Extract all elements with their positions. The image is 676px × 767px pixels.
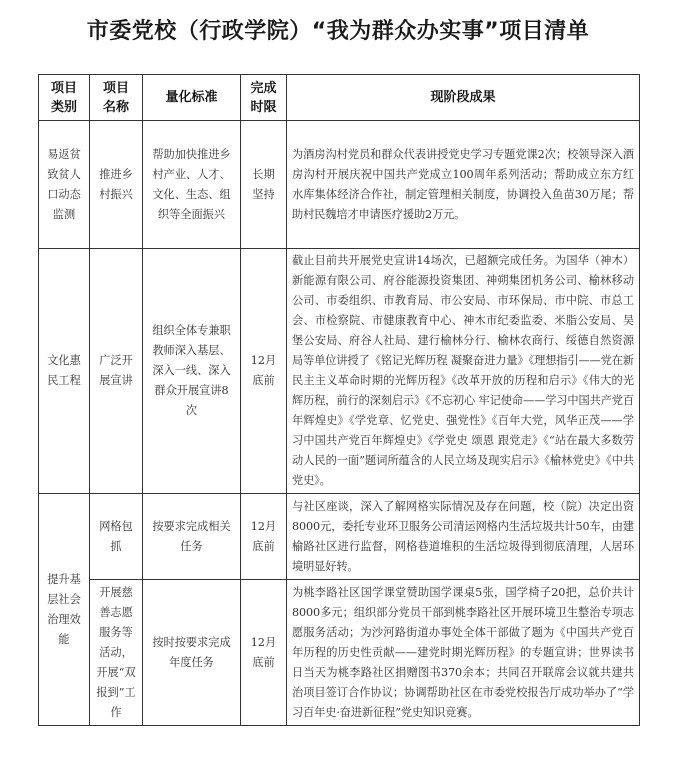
name-cell: 网格包抓 (90, 494, 143, 580)
standard-cell: 按要求完成相关任务 (143, 494, 241, 580)
header-name-line2: 名称 (102, 99, 129, 115)
document-title: 市委党校（行政学院）“我为群众办实事”项目清单 (86, 19, 590, 44)
standard-cell: 组织全体专兼职教师深入基层、深入一线、深入群众开展宣讲8次 (143, 249, 241, 494)
result-cell: 与社区座谈，深入了解网格实际情况及存在问题，校（院）决定出资8000元，委托专业环卫服务公司清运网格内生活垃圾共计50车，由建榆路社区进行监督，网格巷道堆积的生活垃圾得到彻底清理，人居环境明显好转。 (287, 494, 640, 580)
result-cell: 截止目前共开展党史宣讲14场次，已超额完成任务。为国华（神木）新能源有限公司、府谷能源投资集团、神朔集团机务公司、榆林移动公司、市委组织、市教育局、市公安局、市环保局、市中院、市总工会、市检察院、市健康教育中心、神木市纪委监委、米脂公安局、吴堡公安局、府谷人社局、建行榆林分行、榆林农商行、绥德自然资源局等单位讲授了《铭记光辉历程 凝聚奋进力量》《理想指引——党在新民主主义革命时期的光辉历程》《改革开放的历程和启示》《伟大的光辉历程，前行的深刻启示》《不忘初心 牢记使命——学习中国共产党百年辉煌史》《学党章、忆党史、强党性》《百年大党，风华正茂——学习中国共产党百年辉煌史》《学党史 颂恩 跟党走》《“站在最大多数劳动人民的一面”题词所蕴含的人民立场及现实启示》《榆林党史》《中共党史》。 (287, 249, 640, 494)
project-table (38, 74, 640, 726)
header-category (39, 75, 90, 121)
deadline-cell: 长期坚持 (241, 121, 287, 249)
header-deadline-line2: 时限 (250, 99, 277, 115)
table-row (39, 249, 640, 494)
header-deadline-line1: 完成 (250, 80, 277, 96)
table-row (39, 121, 640, 249)
category-cell: 易返贫致贫人口动态监测 (39, 121, 90, 249)
header-deadline (241, 75, 287, 121)
standard-cell: 按时按要求完成年度任务 (143, 580, 241, 726)
header-result: 现阶段成果 (287, 75, 640, 121)
header-category-line2: 类别 (50, 99, 77, 115)
deadline-cell: 12月底前 (241, 580, 287, 726)
header-row (39, 75, 640, 121)
standard-cell: 帮助加快推进乡村产业、人才、文化、生态、组织等全面振兴 (143, 121, 241, 249)
name-cell: 开展慈善志愿服务等活动，开展“双报到”工作 (90, 580, 143, 726)
category-cell: 提升基层社会治理效能 (39, 494, 90, 726)
deadline-cell: 12月底前 (241, 249, 287, 494)
name-cell: 广泛开展宣讲 (90, 249, 143, 494)
category-cell: 文化惠民工程 (39, 249, 90, 494)
table-row (39, 494, 640, 580)
header-name (90, 75, 143, 121)
result-cell: 为桃李路社区国学课堂赞助国学课桌5张，国学椅子20把，总价共计8000多元；组织部分党员干部到桃李路社区开展环境卫生整治专项志愿服务活动；为沙河路街道办事处全体干部做了题为《中国共产党百年历程的历史性贡献——建党时期光辉历程》的专题宣讲；世界读书日当天为桃李路社区捐赠图书370余本；共同召开联席会议就共建共治项目签订合作协议；协调帮助社区在市委党校报告厅成功举办了“学习百年史·奋进新征程”党史知识竞赛。 (287, 580, 640, 726)
header-category-line1: 项目 (50, 80, 77, 96)
result-cell: 为酒房沟村党员和群众代表讲授党史学习专题党课2次；校领导深入酒房沟村开展庆祝中国共产党成立100周年系列活动；帮助成立东方红水库集体经济合作社，制定管理相关制度，协调投入鱼苗30万尾；帮助村民魏培才申请医疗援助2万元。 (287, 121, 640, 249)
deadline-cell: 12月底前 (241, 494, 287, 580)
header-name-line1: 项目 (102, 80, 129, 96)
name-cell: 推进乡村振兴 (90, 121, 143, 249)
header-standard: 量化标准 (143, 75, 241, 121)
table-row (39, 580, 640, 726)
